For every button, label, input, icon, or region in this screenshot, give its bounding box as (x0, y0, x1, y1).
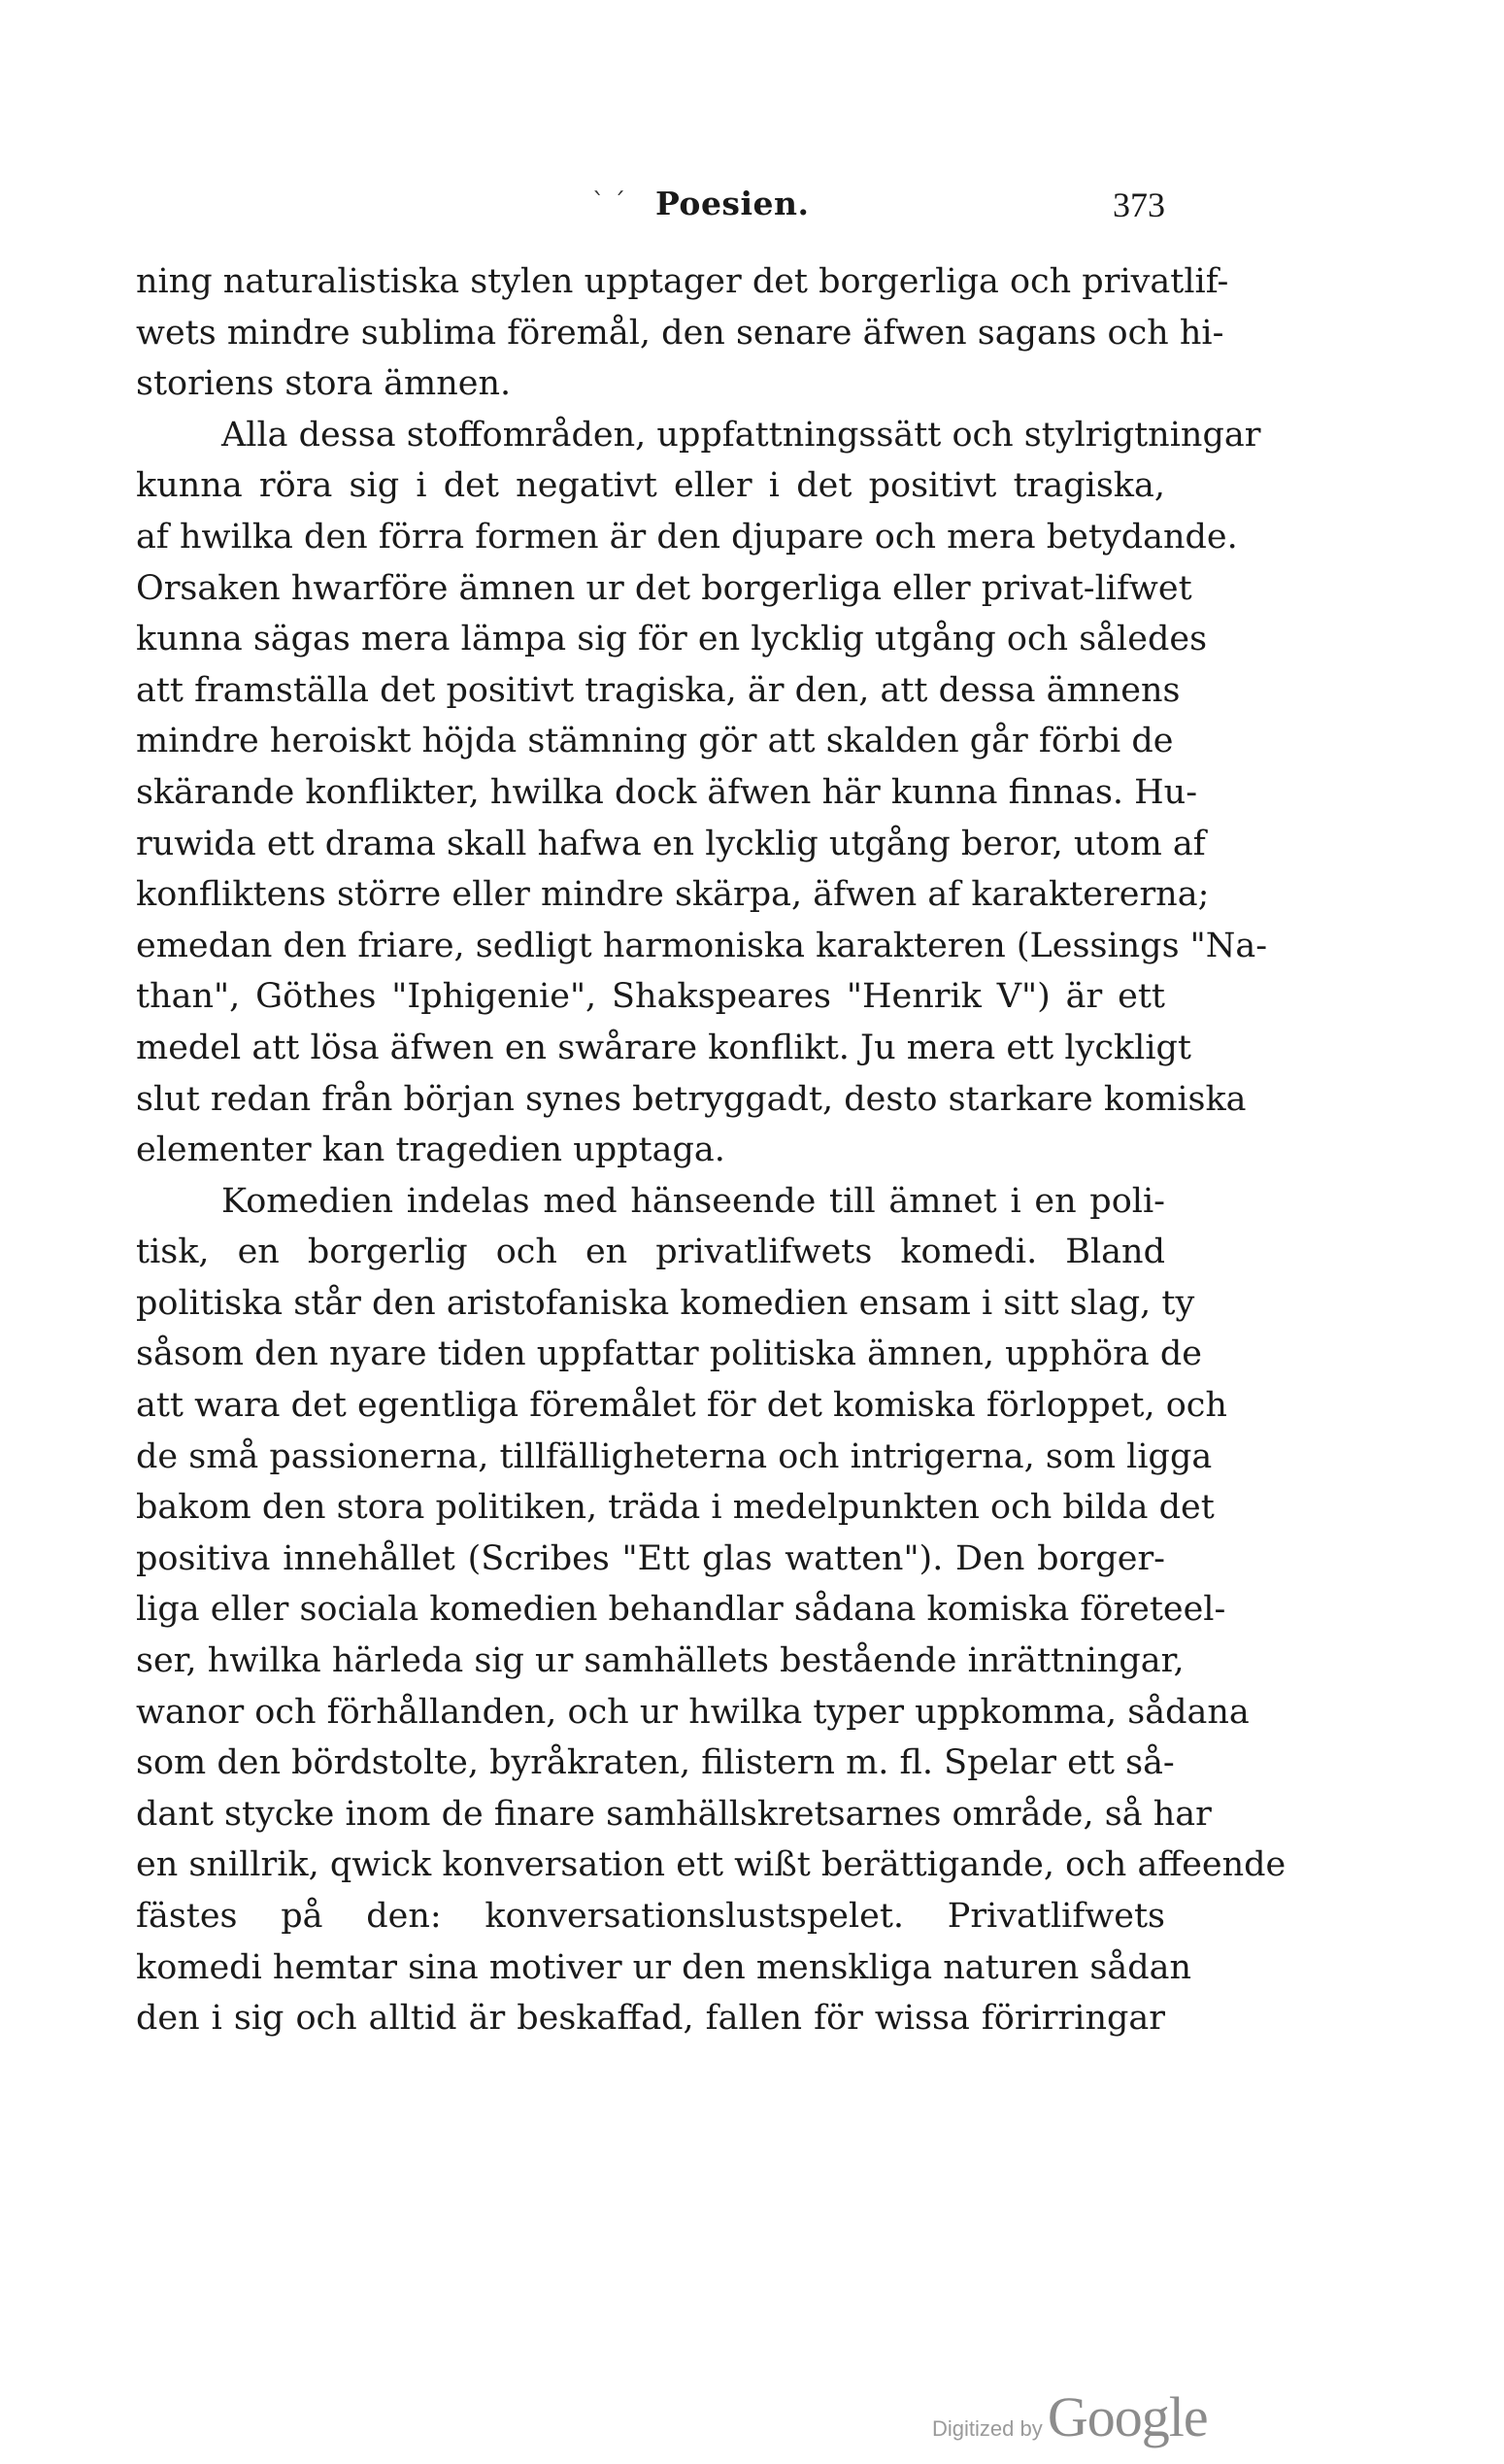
text-line: såsom den nyare tiden uppfattar politiska ämnen, upphöra de (136, 1334, 1202, 1374)
page-header (136, 185, 1165, 243)
running-head: Poesien. (655, 185, 810, 222)
text-line: emedan den friare, sedligt harmoniska karakteren (Lessings "Na- (136, 926, 1268, 965)
text-line: ning naturalistiska stylen upptager det borgerliga och privatlif- (136, 262, 1229, 301)
watermark-brand: Google (1047, 2385, 1208, 2448)
text-line: ruwida ett drama skall hafwa en lycklig utgång beror, utom af (136, 824, 1206, 863)
body-text (136, 256, 1287, 2044)
text-line: Orsaken hwarföre ämnen ur det borgerliga eller privat-lifwet (136, 568, 1192, 608)
text-line: kunna röra sig i det negativt eller i det positivt tragiska, (136, 466, 1165, 506)
text-line: en snillrik, qwick konversation ett wißt berättigande, och affeende (136, 1845, 1287, 1885)
stray-marks: ` ´ (592, 188, 626, 218)
text-line: slut redan från början synes betryggadt, desto starkare komiska (136, 1079, 1247, 1119)
text-line: af hwilka den förra formen är den djupare och mera betydande. (136, 517, 1238, 557)
text-line: positiva innehållet (Scribes "Ett glas watten"). Den borger- (136, 1538, 1165, 1578)
text-line: de små passionerna, tillfälligheterna och intrigerna, som ligga (136, 1436, 1213, 1476)
text-line: elementer kan tragedien upptaga. (136, 1131, 725, 1170)
text-line: politiska står den aristofaniska komedien ensam i sitt slag, ty (136, 1283, 1195, 1323)
text-line: Alla dessa stoffområden, uppfattningssätt och stylrigtningar (221, 415, 1261, 455)
text-line: tisk, en borgerlig och en privatlifwets komedi. Bland (136, 1232, 1165, 1272)
text-line: bakom den stora politiken, träda i medelpunkten och bilda det (136, 1488, 1215, 1528)
text-line: Komedien indelas med hänseende till ämnet i en poli- (221, 1181, 1165, 1221)
text-line: dant stycke inom de finare samhällskretsarnes område, så har (136, 1794, 1212, 1834)
text-line: liga eller sociala komedien behandlar sådana komiska företeel- (136, 1590, 1226, 1630)
text-line: skärande konflikter, hwilka dock äfwen här kunna finnas. Hu- (136, 772, 1198, 812)
text-line: som den bördstolte, byråkraten, filistern m. fl. Spelar ett så- (136, 1743, 1175, 1783)
page-number: 373 (1113, 186, 1165, 224)
text-line: fästes på den: konversationslustspelet. Privatlifwets (136, 1897, 1165, 1936)
digitized-watermark (932, 2384, 1208, 2449)
text-line: than", Göthes "Iphigenie", Shakspeares "Henrik V") är ett (136, 977, 1165, 1017)
text-line: medel att lösa äfwen en swårare konflikt. Ju mera ett lyckligt (136, 1028, 1191, 1067)
text-line: att wara det egentliga föremålet för det komiska förloppet, och (136, 1386, 1227, 1426)
text-line: wets mindre sublima föremål, den senare äfwen sagans och hi- (136, 313, 1224, 353)
text-line: kunna sägas mera lämpa sig för en lycklig utgång och således (136, 620, 1208, 659)
text-line: storiens stora ämnen. (136, 364, 512, 404)
text-line: att framställa det positivt tragiska, är den, att dessa ämnens (136, 670, 1181, 710)
text-line: wanor och förhållanden, och ur hwilka typer uppkomma, sådana (136, 1692, 1250, 1732)
text-line: ser, hwilka härleda sig ur samhällets bestående inrättningar, (136, 1641, 1185, 1681)
text-line: den i sig och alltid är beskaffad, fallen för wissa förirringar (136, 1999, 1165, 2039)
text-line: mindre heroiskt höjda stämning gör att skalden går förbi de (136, 722, 1174, 761)
text-line: komedi hemtar sina motiver ur den menskliga naturen sådan (136, 1947, 1192, 1987)
text-line: konfliktens större eller mindre skärpa, äfwen af karaktererna; (136, 875, 1210, 915)
watermark-prefix: Digitized by (932, 2416, 1043, 2441)
